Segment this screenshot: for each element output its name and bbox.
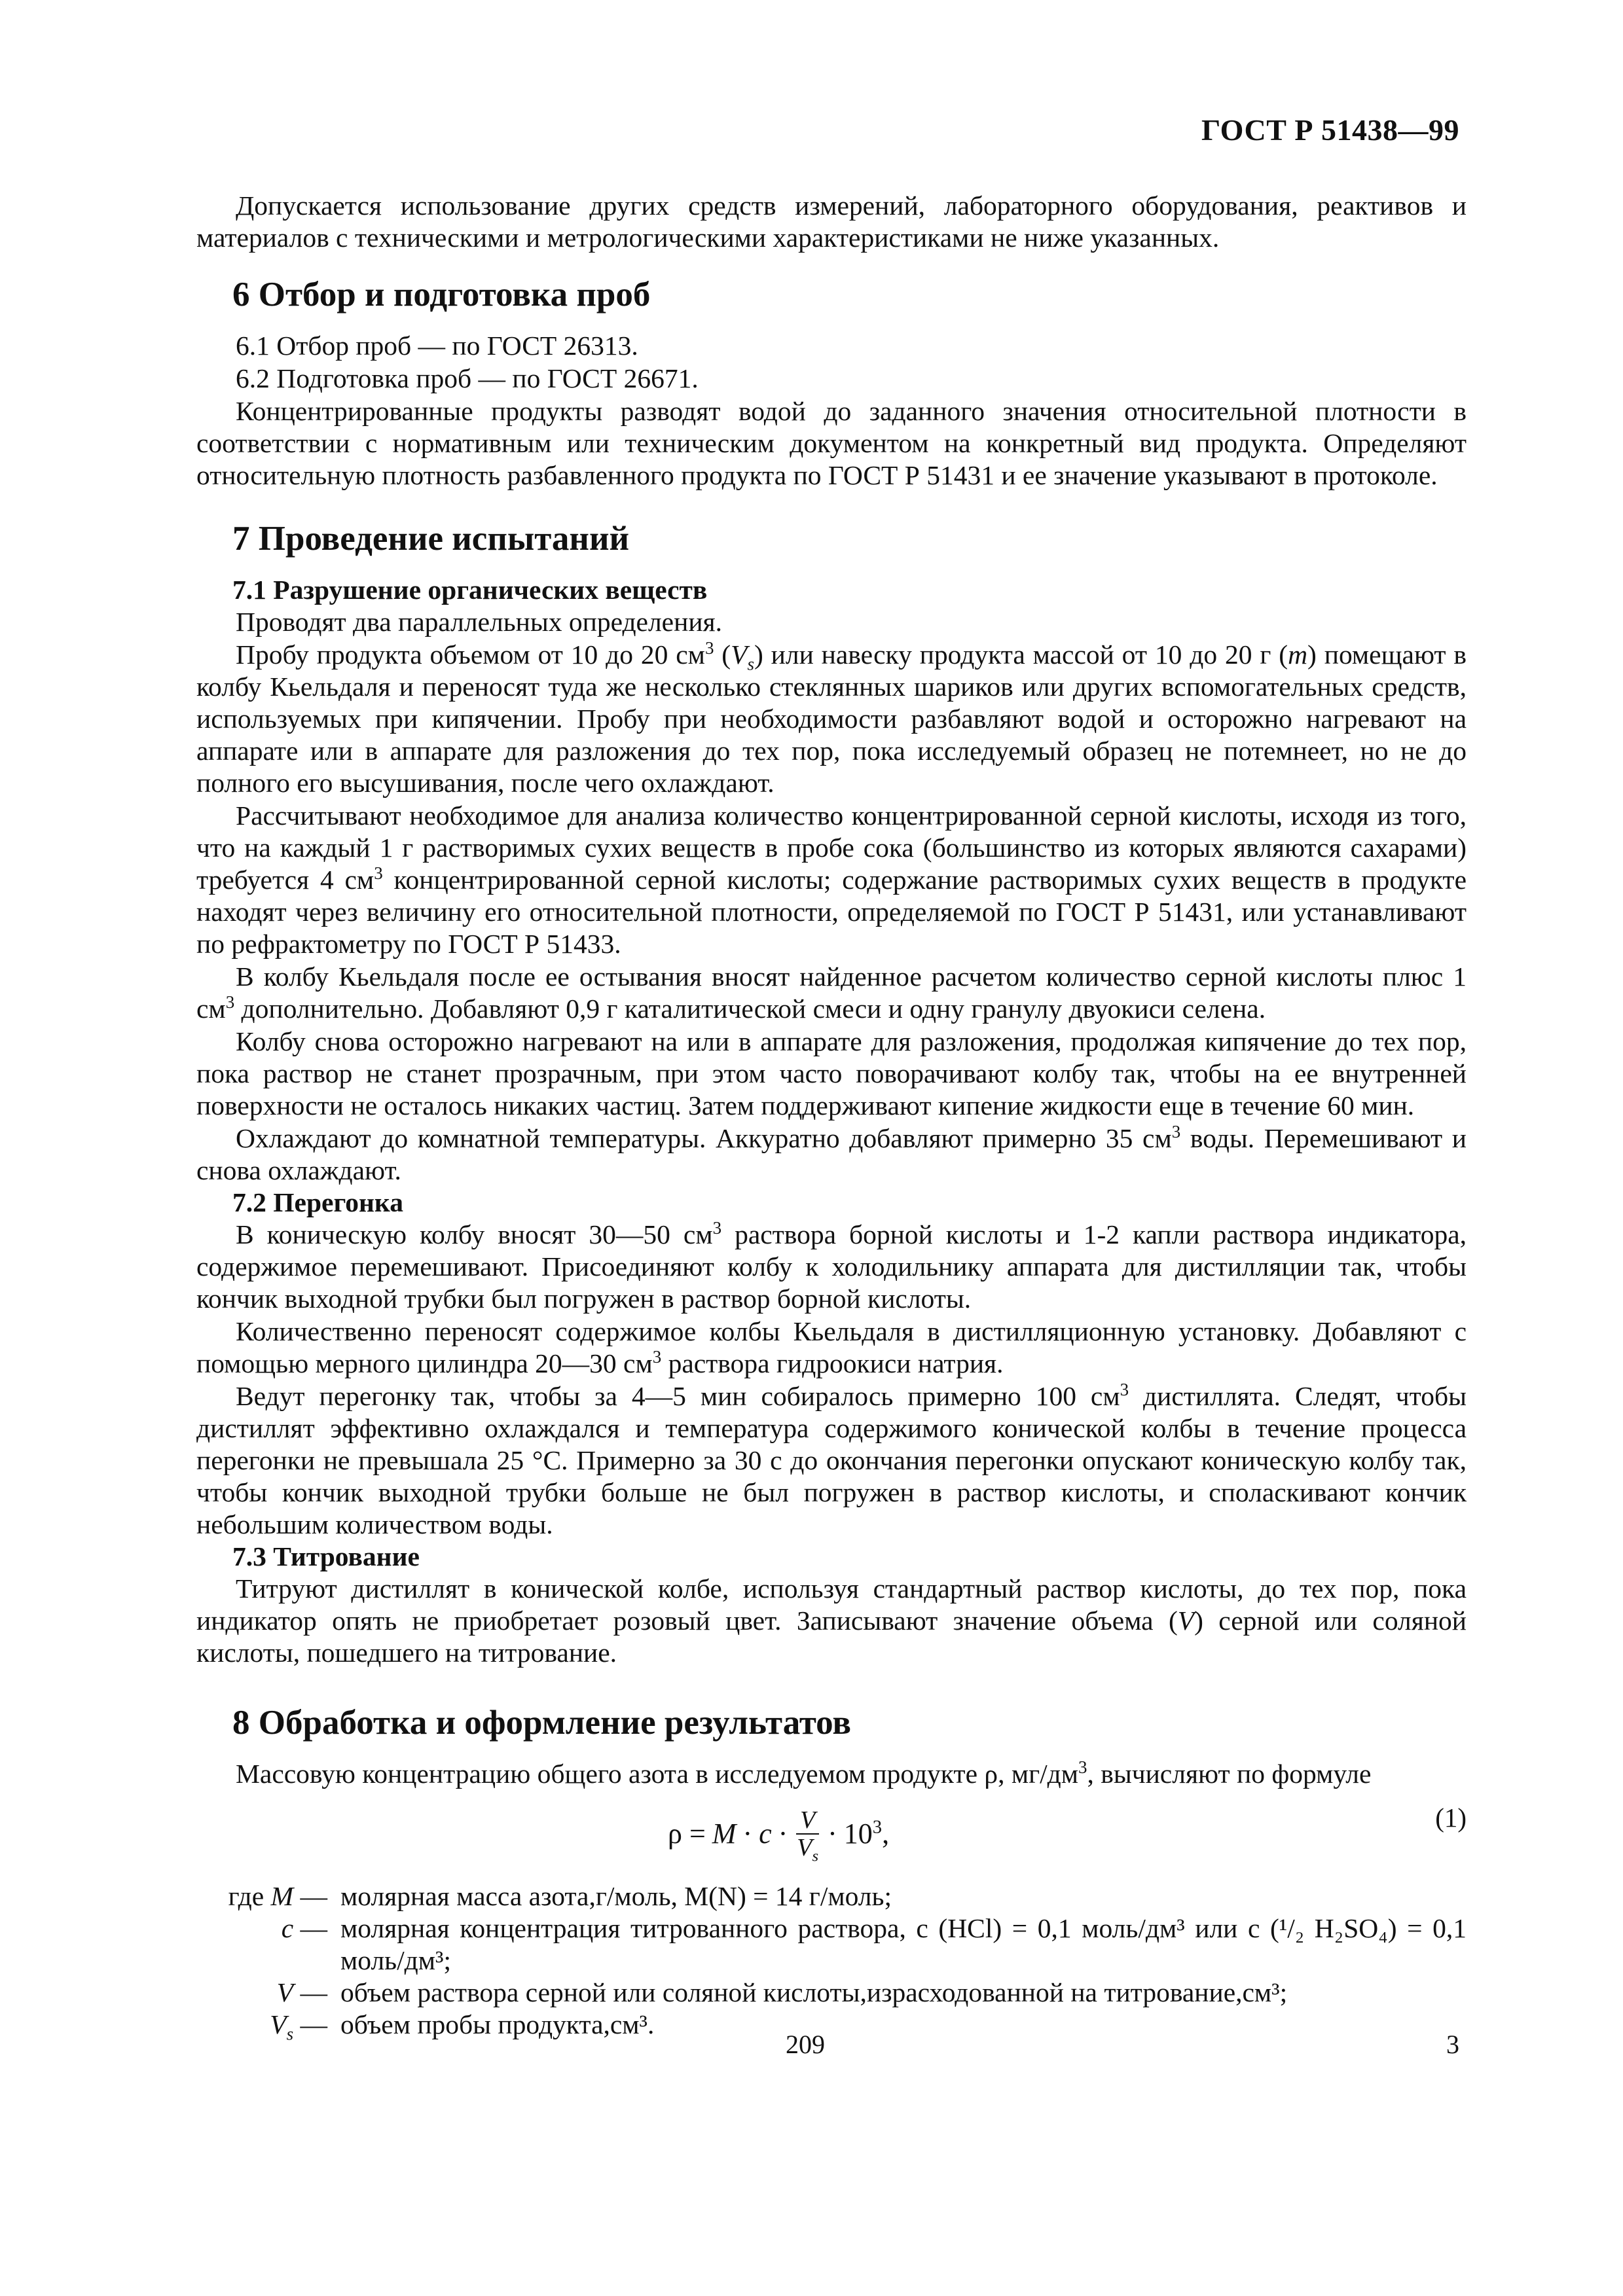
section-7-1-p3: Рассчитывают необходимое для анализа количество концентрированной серной кислоты, исходя из того, что на каждый 1 г растворимых сухих веществ в пробе сока (большинство из которых являются сахарами) требуется 4 $см^3$ концентрированной серной кислоты; содержание растворимых сухих веществ в продукте находят через величину его относительной плотности, определяемой по ГОСТ Р 51431, или устанавливают по рефрактометру по ГОСТ Р 51433. [196, 800, 1467, 959]
formula-row [196, 1795, 1467, 1874]
page-number-right: 3 [1446, 2030, 1459, 2059]
section-8-p1: Массовую концентрацию общего азота в исследуемом продукте ρ, $мг/дм^3$, вычисляют по формуле [236, 1757, 1372, 1789]
section-6-title: 6 Отбор и подготовка проб [232, 276, 651, 314]
intro-paragraph: Допускается использование других средств измерений, лабораторного оборудования, реактивов и материалов с техническими и метрологическими характеристиками не ниже указанных. [196, 190, 1467, 253]
section-7-1-p5: Колбу снова осторожно нагревают на или в аппарате для разложения, продолжая кипячение до тех пор, пока раствор не станет прозрачным, при этом часто поворачивают колбу так, чтобы на ее внутренней поверхности не осталось никаких частиц. Затем поддерживают кипение жидкости еще в течение 60 мин. [196, 1026, 1467, 1121]
document-body [196, 190, 1467, 2044]
formula-1: ρ = M · c · $\frac{V}{V_s}$ · $10^3$, [668, 1806, 890, 1865]
definition-item: $V_s$ — объем пробы продукта,см³. [270, 2009, 655, 2044]
section-7-1-p1: Проводят два параллельных определения. [236, 607, 722, 637]
definition-item: c — молярная концентрация титрованного раствора, с (HCl) = 0,1 моль/дм³ или с (¹/₂ H₂SO₄) = 0,1 моль/дм³; [281, 1913, 1467, 1975]
document-code-header: ГОСТ Р 51438—99 [1201, 113, 1459, 147]
page-number-center: 209 [786, 2030, 825, 2059]
section-7-1-p6: Охлаждают до комнатной температуры. Аккуратно добавляют примерно 35 $см^3$ воды. Перемешивают и снова охлаждают. [196, 1122, 1467, 1185]
section-8-title: 8 Обработка и оформление результатов [232, 1704, 851, 1742]
section-7-1-title: 7.1 Разрушение органических веществ [232, 575, 708, 605]
formula-fraction: $\frac{V}{V_s}$ [797, 1806, 819, 1865]
section-7-3-title: 7.3 Титрование [232, 1541, 420, 1571]
section-6-1: 6.1 Отбор проб — по ГОСТ 26313. [236, 331, 638, 361]
section-7-title: 7 Проведение испытаний [232, 520, 630, 558]
section-7-2-p2: Количественно переносят содержимое колбы Кьельдаля в дистилляционную установку. Добавляют с помощью мерного цилиндра 20—30 $см^3$ раствора гидроокиси натрия. [196, 1316, 1467, 1378]
section-7-2-p3: Ведут перегонку так, чтобы за 4—5 мин собиралось примерно 100 $см^3$ дистиллята. Следят, чтобы дистиллят эффективно охлаждался и температура содержимого конической колбы в течение процесса перегонки не превышала 25 °С. Примерно за 30 с до окончания перегонки опускают коническую колбу так, чтобы кончик выходной трубки больше не был погружен в раствор кислоты, и споласкивают кончик небольшим количеством воды. [196, 1380, 1467, 1539]
definition-item: V — объем раствора серной или соляной кислоты,израсходованной на титрование,см³; [276, 1977, 1288, 2007]
definition-item: где M — молярная масса азота,г/моль, M(N) = 14 г/моль; [228, 1881, 892, 1911]
section-7-2-title: 7.2 Перегонка [232, 1187, 403, 1217]
section-7-1-p2: Пробу продукта объемом от 10 до 20 $см^3$ $(V_s)$ или навеску продукта массой от 10 до 20 г (m) помещают в колбу Кьельдаля и переносят туда же несколько стеклянных шариков или других вспомогательных средств, используемых при кипячении. Пробу при необходимости разбавляют водой и осторожно нагревают на аппарате или в аппарате для разложения до тех пор, пока исследуемый образец не потемнеет, но не до полного его высушивания, после чего охлаждают. [196, 638, 1467, 798]
section-6-2: 6.2 Подготовка проб — по ГОСТ 26671. [236, 363, 699, 393]
section-7-1-p4: В колбу Кьельдаля после ее остывания вносят найденное расчетом количество серной кислоты плюс 1 $см^3$ дополнительно. Добавляют 0,9 г каталитической смеси и одну гранулу двуокиси селена. [196, 961, 1467, 1024]
section-7-3-p1: Титруют дистиллят в конической колбе, используя стандартный раствор кислоты, до тех пор, пока индикатор опять не приобретает розовый цвет. Записывают значение объема (V) серной или соляной кислоты, пошедшего на титрование. [196, 1573, 1467, 1668]
definitions-list [196, 1880, 1467, 2044]
formula-number: (1) [1435, 1803, 1467, 1833]
section-7-2-p1: В коническую колбу вносят 30—50 $см^3$ раствора борной кислоты и 1-2 капли раствора индикатора, содержимое перемешивают. Присоединяют колбу к холодильнику аппарата для дистилляции так, чтобы кончик выходной трубки был погружен в раствор борной кислоты. [196, 1218, 1467, 1314]
section-6-paragraph: Концентрированные продукты разводят водой до заданного значения относительной плотности в соответствии с нормативным или техническим документом на конкретный вид продукта. Определяют относительную плотность разбавленного продукта по ГОСТ Р 51431 и ее значение указывают в протоколе. [196, 396, 1467, 490]
